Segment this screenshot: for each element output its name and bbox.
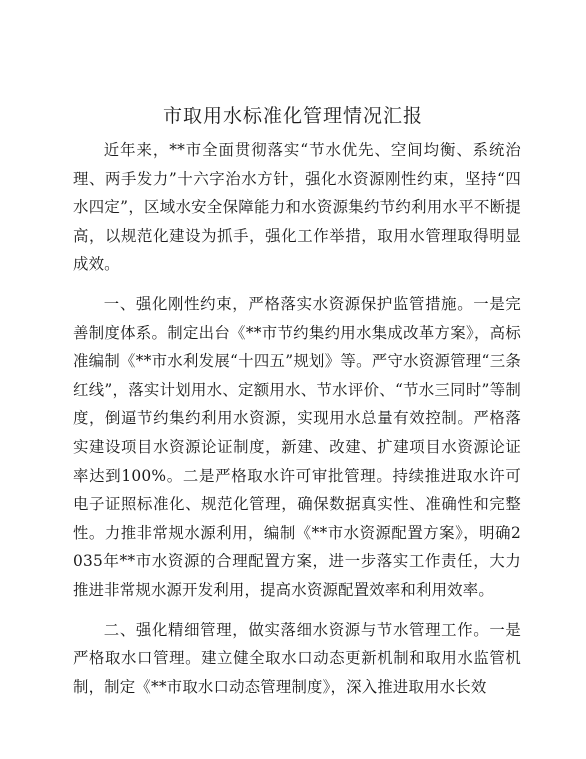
document-title: 市取用水标准化管理情况汇报 — [162, 105, 423, 127]
paragraph-section-two: 二、强化精细管理，做实落细水资源与节水管理工作。一是严格取水口管理。建立健全取水口动态更新机制和取用水监管机制，制定《**市取水口动态管理制度》，深入推进取用水长效 — [73, 620, 521, 696]
document-body — [73, 136, 521, 712]
paragraph-intro: 近年来，**市全面贯彻落实“节水优先、空间均衡、系统治理、两手发力”十六字治水方针，强化水资源刚性约束，坚持“四水四定”，区域水安全保障能力和水资源集约节约利用水平不断提高，以规范化建设为抓手，强化工作举措，取用水管理取得明显成效。 — [73, 141, 521, 274]
paragraph-section-one: 一、强化刚性约束，严格落实水资源保护监管措施。一是完善制度体系。制定出台《**市节约集约用水集成改革方案》，高标准编制《**市水利发展“十四五”规划》等。严守水资源管理“三条红线”，落实计划用水、定额用水、节水评价、“节水三同时”等制度，倒逼节约集约利用水资源，实现用水总量有效控制。严格落实建设项目水资源论证制度，新建、改建、扩建项目水资源论证率达到100%。二是严格取水许可审批管理。持续推进取水许可电子证照标准化、规范化管理，确保数据真实性、准确性和完整性。力推非常规水源利用，编制《**市水资源配置方案》，明确2035年**市水资源的合理配置方案，进一步落实工作责任，大力推进非常规水源开发利用，提高水资源配置效率和利用效率。 — [73, 294, 521, 599]
